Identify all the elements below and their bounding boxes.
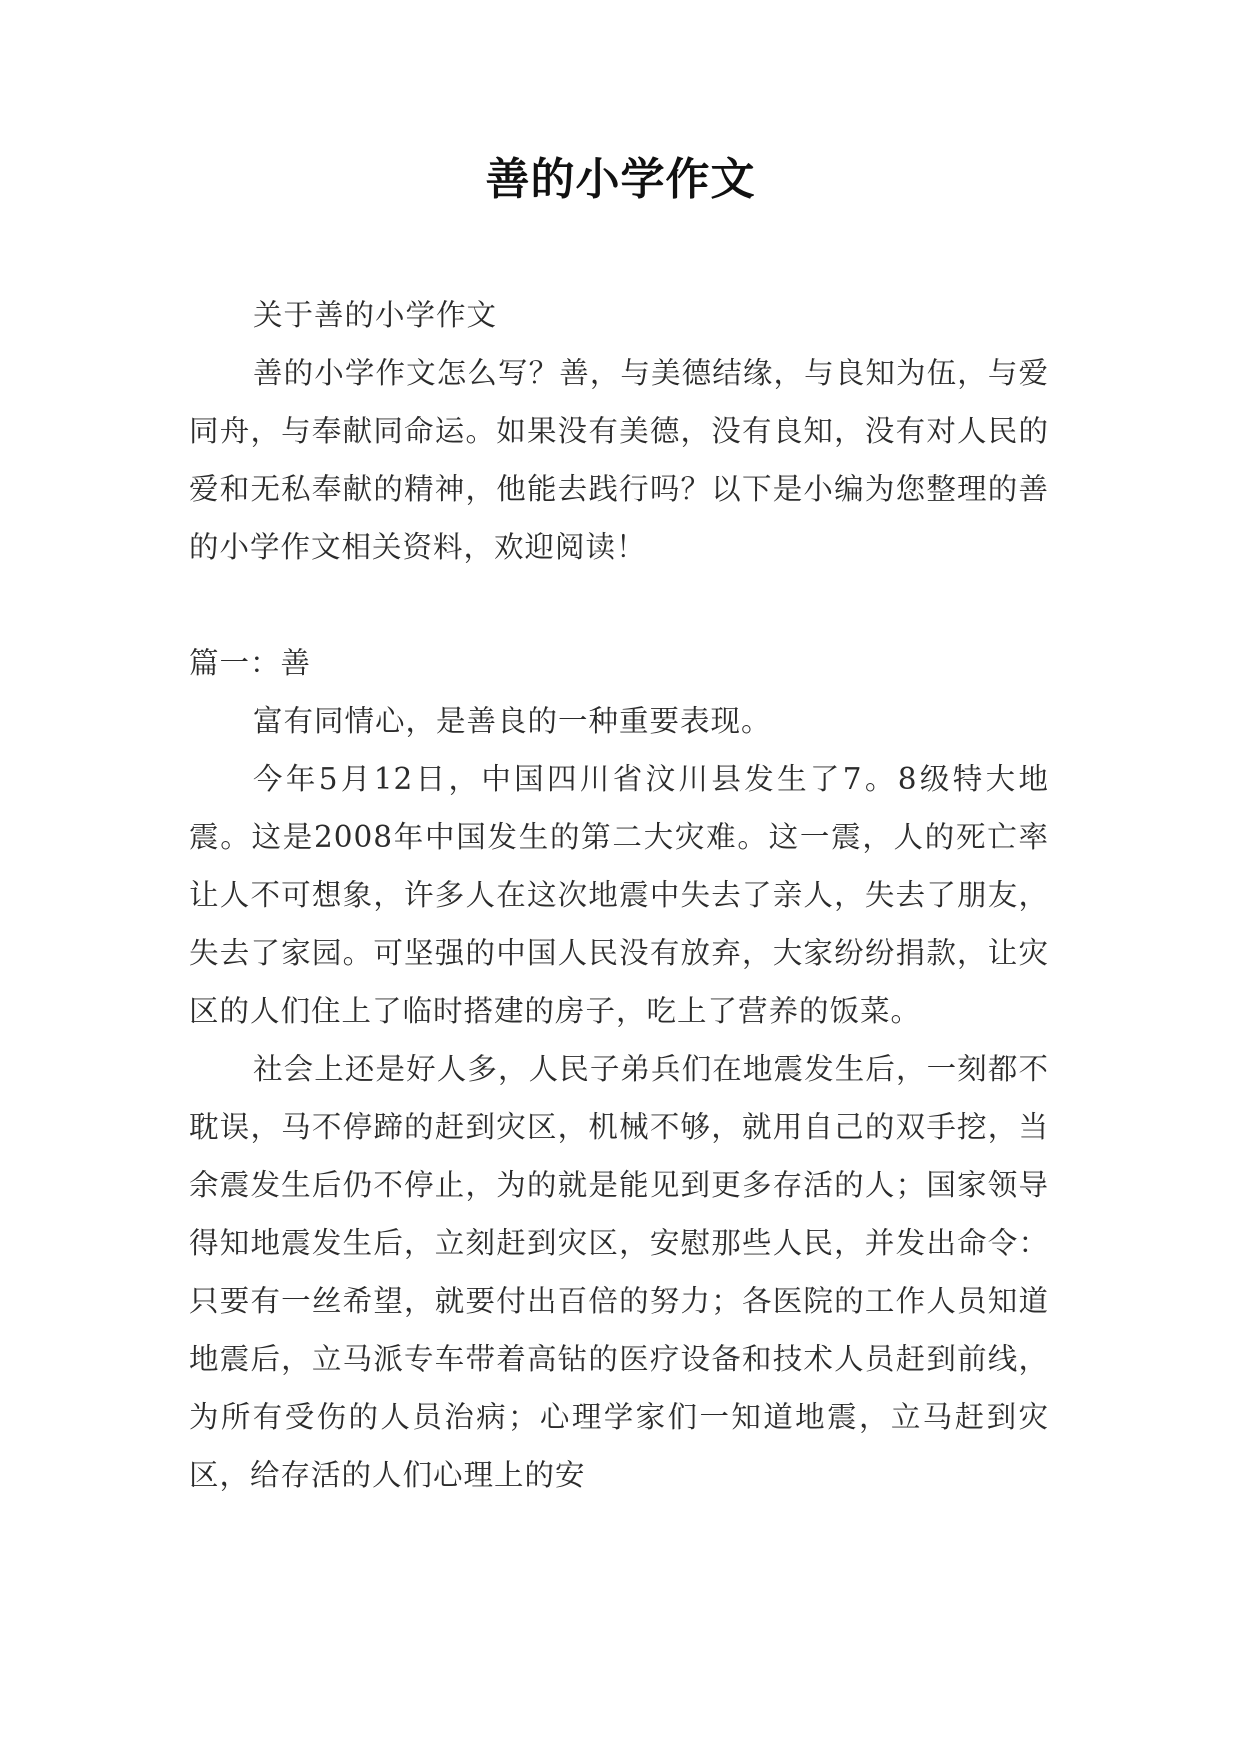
section-paragraph-2: 今年5月12日，中国四川省汶川县发生了7。8级特大地震。这是2008年中国发生的第二大灾难。这一震，人的死亡率让人不可想象，许多人在这次地震中失去了亲人，失去了朋友，失去了家园。可坚强的中国人民没有放弃，大家纷纷捐款，让灾区的人们住上了临时搭建的房子，吃上了营养的饭菜。 [189, 762, 1049, 1028]
intro-paragraph: 善的小学作文怎么写？善，与美德结缘，与良知为伍，与爱同舟，与奉献同命运。如果没有美德，没有良知，没有对人民的爱和无私奉献的精神，他能去践行吗？以下是小编为您整理的善的小学作文相关资料，欢迎阅读！ [189, 356, 1049, 564]
document-body [189, 286, 1049, 1504]
section-spacer [189, 576, 1049, 634]
intro-subtitle: 关于善的小学作文 [253, 298, 498, 332]
section-paragraph-1: 富有同情心，是善良的一种重要表现。 [253, 704, 772, 738]
document-title: 善的小学作文 [485, 154, 756, 205]
section-heading: 篇一：善 [189, 646, 312, 680]
section-paragraph-3: 社会上还是好人多，人民子弟兵们在地震发生后，一刻都不耽误，马不停蹄的赶到灾区，机械不够，就用自己的双手挖，当余震发生后仍不停止，为的就是能见到更多存活的人；国家领导得知地震发生后，立刻赶到灾区，安慰那些人民，并发出命令：只要有一丝希望，就要付出百倍的努力；各医院的工作人员知道地震后，立马派专车带着高钻的医疗设备和技术人员赶到前线，为所有受伤的人员治病；心理学家们一知道地震，立马赶到灾区，给存活的人们心理上的安 [189, 1052, 1049, 1492]
